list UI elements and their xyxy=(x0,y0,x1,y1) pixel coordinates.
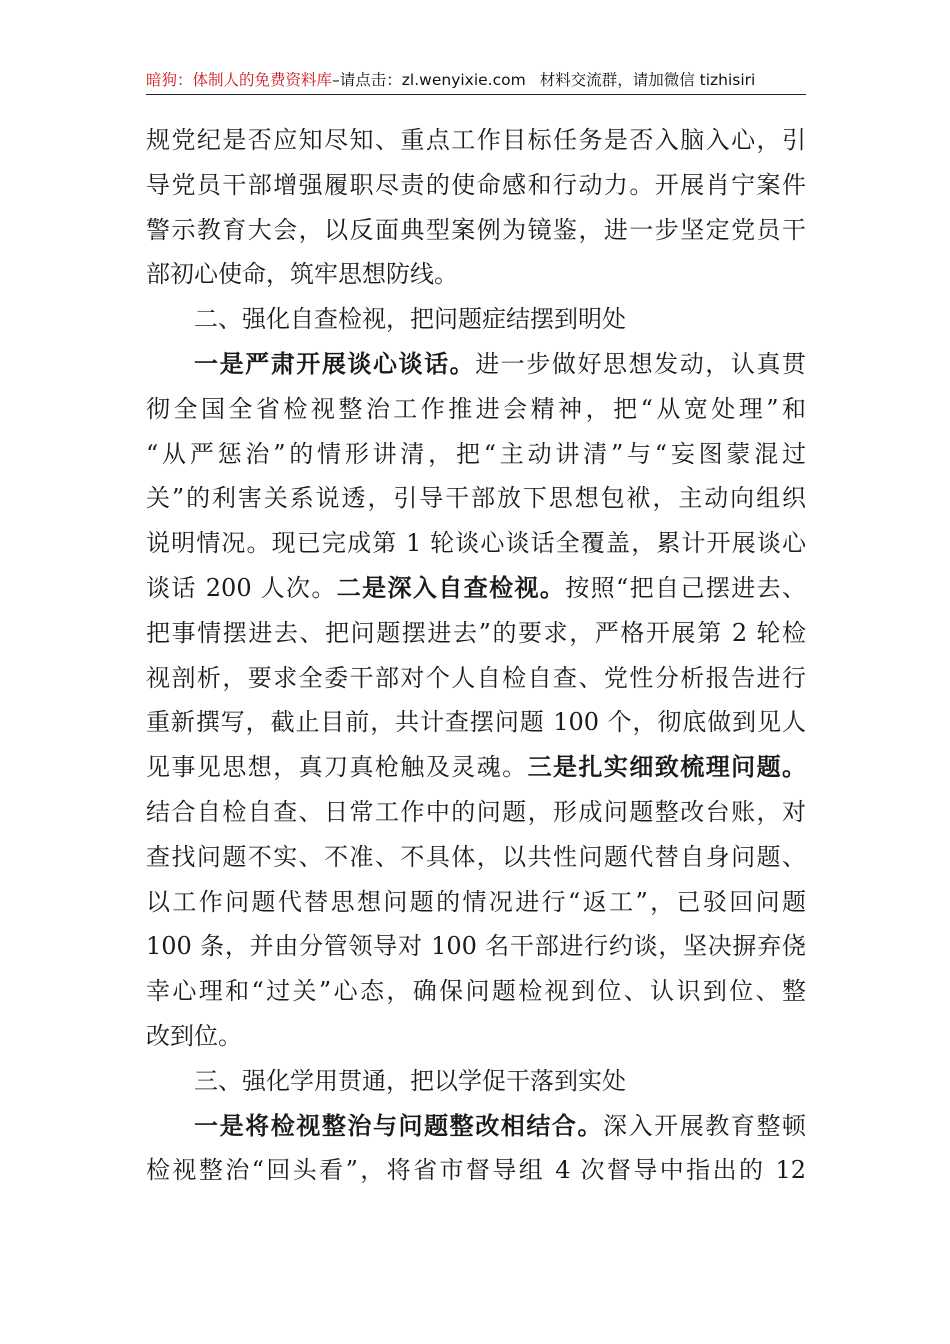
paragraph-line: 视剖析，要求全委干部对个人自检自查、党性分析报告进行 xyxy=(146,663,806,692)
header-site-name: 暗狗：体制人的免费资料库 xyxy=(146,71,333,89)
bold-subheading: 一是将检视整治与问题整改相结合。 xyxy=(194,1110,604,1140)
header-url-link[interactable]: zl.wenyixie.com xyxy=(401,71,526,89)
paragraph-line: 查找问题不实、不准、不具体，以共性问题代替自身问题、 xyxy=(146,842,806,871)
section-heading: 三、强化学用贯通，把以学促干落到实处 xyxy=(194,1066,626,1095)
bold-subheading: 二是深入自查检视。 xyxy=(336,572,566,602)
paragraph-line: 见事见思想，真刀真枪触及灵魂。三是扎实细致梳理问题。 xyxy=(146,752,806,782)
paragraph-line: 改到位。 xyxy=(146,1021,242,1050)
paragraph-line: 一是将检视整治与问题整改相结合。深入开展教育整顿 xyxy=(194,1110,806,1140)
paragraph-line: 关”的利害关系说透，引导干部放下思想包袱，主动向组织 xyxy=(146,484,806,513)
paragraph-line: “从严惩治”的情形讲清，把“主动讲清”与“妄图蒙混过 xyxy=(146,439,806,468)
paragraph-line: 警示教育大会，以反面典型案例为镜鉴，进一步坚定党员干 xyxy=(146,215,806,244)
bold-subheading: 三是扎实细致梳理问题。 xyxy=(527,752,806,782)
header-link-prompt: –请点击： xyxy=(332,71,402,89)
document-body xyxy=(146,118,806,1193)
paragraph-line: 说明情况。现已完成第 1 轮谈心谈话全覆盖，累计开展谈心 xyxy=(146,529,806,558)
paragraph-line: 幸心理和“过关”心态，确保问题检视到位、认识到位、整 xyxy=(146,977,806,1006)
paragraph-line: 导党员干部增强履职尽责的使命感和行动力。开展肖宁案件 xyxy=(146,170,806,199)
section-heading: 二、强化自查检视，把问题症结摆到明处 xyxy=(194,305,626,334)
paragraph-line: 以工作问题代替思想问题的情况进行“返工”，已驳回问题 xyxy=(146,887,806,916)
bold-subheading: 一是严肃开展谈心谈话。 xyxy=(194,348,476,378)
paragraph-line: 部初心使命，筑牢思想防线。 xyxy=(146,260,458,289)
page-header xyxy=(146,66,806,95)
paragraph-line: 100 条，并由分管领导对 100 名干部进行约谈，坚决摒弃侥 xyxy=(146,932,806,961)
paragraph-line: 彻全国全省检视整治工作推进会精神，把“从宽处理”和 xyxy=(146,394,806,423)
header-group-note: 材料交流群，请加微信 tizhisiri xyxy=(539,71,756,89)
paragraph-line: 结合自检自查、日常工作中的问题，形成问题整改台账，对 xyxy=(146,797,806,826)
paragraph-line: 检视整治“回头看”，将省市督导组 4 次督导中指出的 12 xyxy=(146,1156,806,1185)
paragraph-line: 谈话 200 人次。二是深入自查检视。按照“把自己摆进去、 xyxy=(146,572,806,602)
paragraph-line: 规党纪是否应知尽知、重点工作目标任务是否入脑入心，引 xyxy=(146,126,806,154)
paragraph-line: 把事情摆进去、把问题摆进去”的要求，严格开展第 2 轮检 xyxy=(146,618,806,647)
paragraph-line: 重新撰写，截止目前，共计查摆问题 100 个，彻底做到见人 xyxy=(146,708,806,737)
paragraph-line: 一是严肃开展谈心谈话。进一步做好思想发动，认真贯 xyxy=(194,348,806,378)
